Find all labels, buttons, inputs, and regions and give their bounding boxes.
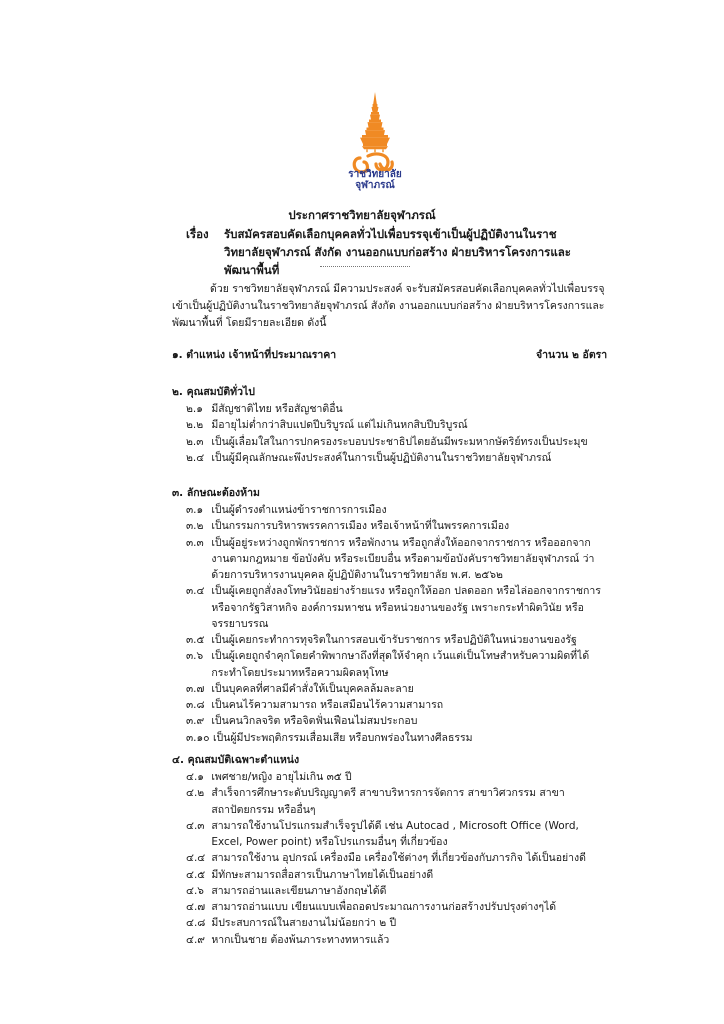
section1-heading: ๑. ตำแหน่ง เจ้าหน้าที่ประมาณราคา — [172, 349, 337, 361]
item-number: ๓.๑ — [186, 504, 204, 516]
item-text: เป็นผู้ดำรงตำแหน่งข้าราชการการเมือง — [211, 504, 387, 516]
item-number: ๓.๗ — [186, 682, 205, 695]
item-text: สามารถใช้งานโปรแกรมสำเร็จรูปได้ดี เช่น Autocad , Microsoft Office (Word, Excel, Power point) หรือโปรแกรมอื่นๆ ที่เกี่ยวข้อง — [211, 819, 579, 849]
section3-heading: ๓. ลักษณะต้องห้าม — [172, 487, 260, 499]
list-item — [186, 850, 606, 866]
item-number: ๔.๔ — [186, 852, 206, 865]
item-number: ๓.๒ — [186, 520, 204, 533]
item-text: เป็นผู้เคยถูกสั่งลงโทษวินัยอย่างร้ายแรง หรือถูกให้ออก ปลดออก หรือไล่ออกจากราชการ หรือจากรัฐวิสาหกิจ องค์การมหาชน หรือหน่วยงานของรัฐ เพราะกระทำผิดวินัย หรือจรรยาบรรณ — [211, 585, 601, 630]
list-item — [186, 535, 606, 584]
list-item — [186, 417, 606, 433]
item-number: ๒.๑ — [186, 403, 203, 415]
section4-heading: ๔. คุณสมบัติเฉพาะตำแหน่ง — [172, 754, 300, 766]
subject-text: รับสมัครสอบคัดเลือกบุคคลทั่วไปเพื่อบรรจุเข้าเป็นผู้ปฏิบัติงานในราชวิทยาลัยจุฬาภรณ์ สังกัด งานออกแบบก่อสร้าง ฝ่ายบริหารโครงการและพัฒนาพื้นที่ — [224, 227, 571, 277]
section2-heading: ๒. คุณสมบัติทั่วไป — [172, 386, 255, 398]
list-item — [186, 932, 606, 948]
list-item — [186, 648, 606, 681]
list-item — [186, 883, 606, 899]
item-number: ๓.๔ — [186, 585, 205, 598]
item-number: ๒.๔ — [186, 451, 205, 464]
item-text: เป็นคนวิกลจริต หรือจิตฟั่นเฟือนไม่สมประกอบ — [211, 715, 418, 728]
item-text: เป็นผู้เลื่อมใสในการปกครองระบอบประชาธิปไตยอันมีพระมหากษัตริย์ทรงเป็นประมุข — [211, 435, 588, 448]
list-item — [186, 730, 606, 746]
position-count: จำนวน ๒ อัตรา — [536, 349, 608, 361]
item-number: ๔.๒ — [186, 787, 205, 800]
item-text: เป็นผู้มีประพฤติกรรมเสื่อมเสีย หรือบกพร่องในทางศีลธรรม — [212, 731, 473, 744]
list-item — [186, 697, 606, 713]
item-text: เป็นบุคคลที่ศาลมีคำสั่งให้เป็นบุคคลล้มละลาย — [211, 682, 414, 695]
item-text: เป็นผู้เคยกระทำการทุจริตในการสอบเข้ารับราชการ หรือปฏิบัติในหน่วยงานของรัฐ — [211, 634, 577, 647]
item-number: ๔.๕ — [186, 868, 206, 881]
item-number: ๓.๙ — [186, 715, 205, 728]
list-item — [186, 769, 606, 785]
dotted-divider — [320, 266, 410, 267]
list-item — [186, 818, 606, 851]
list-item — [186, 632, 606, 648]
list-item — [186, 583, 606, 632]
item-number: ๒.๒ — [186, 419, 204, 432]
item-text: สำเร็จการศึกษาระดับปริญญาตรี สาขาบริหารการจัดการ สาขาวิศวกรรม สาขาสถาปัตยกรรม หรืออื่นๆ — [211, 787, 565, 816]
list-item — [186, 502, 606, 518]
logo-text-line2: จุฬาภรณ์ — [355, 180, 395, 191]
subject-label: เรื่อง — [186, 227, 209, 241]
item-number: ๓.๓ — [186, 536, 204, 549]
list-item — [186, 899, 606, 915]
list-item — [186, 713, 606, 729]
intro-paragraph: ด้วย ราชวิทยาลัยจุฬาภรณ์ มีความประสงค์ จะรับสมัครสอบคัดเลือกบุคคลทั่วไปเพื่อบรรจุเข้าเป็นผู้ปฏิบัติงานในราชวิทยาลัยจุฬาภรณ์ สังกัด งานออกแบบก่อสร้าง ฝ่ายบริหารโครงการและพัฒนาพื้นที่ โดยมีรายละเอียด ดังนี้ — [172, 283, 605, 329]
item-text: หากเป็นชาย ต้องพ้นภาระทางทหารแล้ว — [211, 933, 390, 946]
item-number: ๔.๑ — [186, 771, 204, 783]
item-number: ๒.๓ — [186, 435, 204, 448]
item-text: มีอายุไม่ต่ำกว่าสิบแปดปีบริบูรณ์ แต่ไม่เกินหกสิบปีบริบูรณ์ — [211, 419, 468, 432]
section3-list — [186, 502, 606, 746]
item-text: เป็นคนไร้ความสามารถ หรือเสมือนไร้ความสามารถ — [211, 699, 444, 712]
logo-wordmark — [340, 169, 410, 191]
list-item — [186, 518, 606, 534]
list-item — [186, 450, 606, 466]
item-number: ๓.๕ — [186, 634, 205, 647]
section4-list — [186, 769, 606, 948]
list-item — [186, 867, 606, 883]
item-text: เป็นผู้อยู่ระหว่างถูกพักราชการ หรือพักงาน หรือถูกสั่งให้ออกจากราชการ หรือออกจากงานตามกฎหมาย ข้อบังคับ หรือระเบียบอื่น หรือตามข้อบังคับราชวิทยาลัยจุฬาภรณ์ ว่าด้วยการบริหารงานบุคคล ผู้ปฏิบัติงานในราชวิทยาลัย พ.ศ. ๒๕๖๒ — [211, 536, 595, 582]
announcement-title: ประกาศราชวิทยาลัยจุฬาภรณ์ — [288, 208, 436, 222]
list-item — [186, 401, 606, 417]
item-number: ๓.๘ — [186, 699, 205, 712]
section2-list — [186, 401, 606, 466]
item-number: ๔.๖ — [186, 884, 204, 897]
item-number: ๓.๖ — [186, 650, 204, 663]
item-text: เป็นผู้มีคุณลักษณะพึงประสงค์ในการเป็นผู้ปฏิบัติงานในราชวิทยาลัยจุฬาภรณ์ — [211, 451, 552, 464]
list-item — [186, 915, 606, 931]
item-text: มีทักษะสามารถสื่อสารเป็นภาษาไทยได้เป็นอย่างดี — [211, 868, 434, 881]
item-text: สามารถใช้งาน อุปกรณ์ เครื่องมือ เครื่องใช้ต่างๆ ที่เกี่ยวข้องกับภารกิจ ได้เป็นอย่างดี — [211, 852, 586, 865]
list-item — [186, 434, 606, 450]
item-text: เป็นกรรมการบริหารพรรคการเมือง หรือเจ้าหน้าที่ในพรรคการเมือง — [211, 520, 510, 533]
logo-text-line1: ราชวิทยาลัย — [348, 169, 402, 180]
item-number: ๔.๘ — [186, 917, 206, 930]
item-text: เพศชาย/หญิง อายุไม่เกิน ๓๕ ปี — [211, 771, 352, 783]
item-text: สามารถอ่านและเขียนภาษาอังกฤษได้ดี — [211, 884, 387, 897]
item-text: มีประสบการณ์ในสายงานไม่น้อยกว่า ๒ ปี — [211, 917, 397, 930]
item-text: เป็นผู้เคยถูกจำคุกโดยคำพิพากษาถึงที่สุดให้จำคุก เว้นแต่เป็นโทษสำหรับความผิดที่ได้กระทำโดยประมาทหรือความผิดลหุโทษ — [211, 650, 590, 679]
list-item — [186, 681, 606, 697]
item-text: สามารถอ่านแบบ เขียนแบบเพื่อถอดประมาณการงานก่อสร้างปรับปรุงต่างๆได้ — [211, 901, 557, 914]
list-item — [186, 785, 606, 818]
item-number: ๓.๑๐ — [186, 731, 210, 744]
item-number: ๔.๗ — [186, 901, 206, 914]
item-number: ๔.๙ — [186, 933, 205, 946]
item-number: ๔.๓ — [186, 819, 205, 832]
item-text: มีสัญชาติไทย หรือสัญชาติอื่น — [211, 403, 343, 415]
